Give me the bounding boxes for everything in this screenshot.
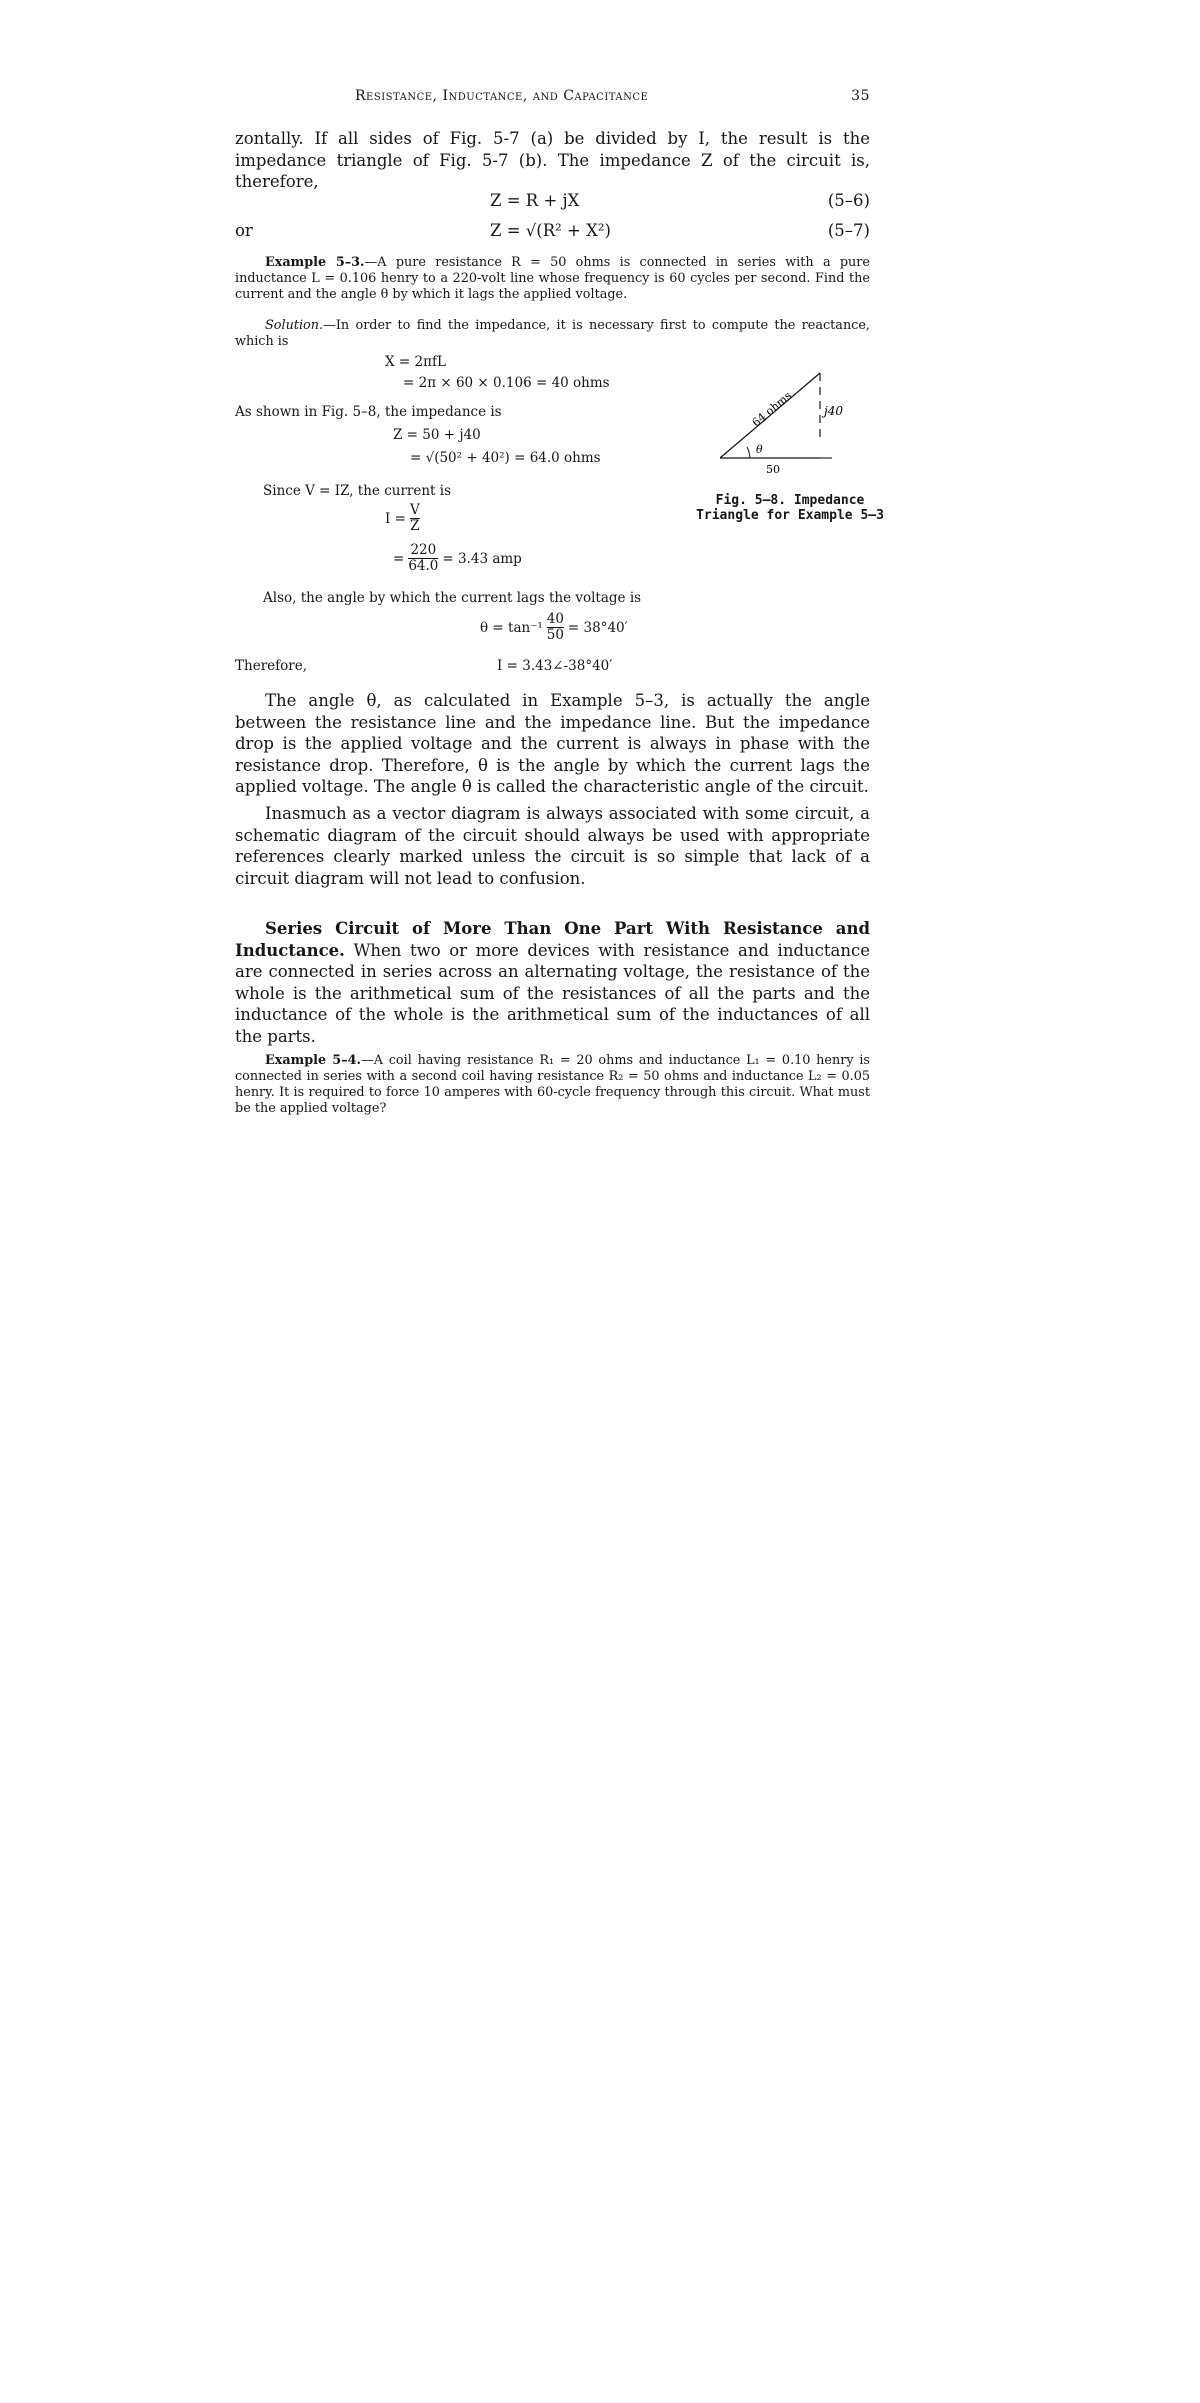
paragraph-characteristic-angle: The angle θ, as calculated in Example 5–3, is actually the angle between the resistance line and the impedance line. But the impedance drop is the applied voltage and the current is always in phase with the resistance drop. Therefore, θ is the angle by which the current lags the applied voltage. The angle θ is called the characteristic angle of the circuit. — [235, 691, 870, 796]
example-5-3-text: —A pure resistance R = 50 ohms is connected in series with a pure inductance L = 0.106 henry to a 220-volt line whose frequency is 60 cycles per second. Find the current and the angle θ by which it lags the applied voltage. — [235, 255, 870, 302]
section-series-circuit — [235, 918, 870, 1047]
theta-denominator: 50 — [546, 627, 564, 643]
reactance-line-2: = 2π × 60 × 0.106 = 40 ohms — [403, 375, 610, 391]
section-text: When two or more devices with resistance and inductance are connected in series across an alternating voltage, the resistance of the whole is the arithmetical sum of the resistances of all the parts and the inductance of the whole is the arithmetical sum of the inductances of all the parts. — [235, 940, 870, 1046]
current-formula — [385, 503, 420, 534]
equation-lead-or: or — [235, 221, 253, 240]
theta-numerator: 40 — [546, 611, 564, 627]
current-lhs: I = — [385, 510, 406, 527]
example-5-3 — [235, 255, 870, 303]
as-shown-text: As shown in Fig. 5–8, the impedance is — [235, 404, 502, 420]
theta-result: = 38°40′ — [567, 619, 628, 636]
current-denominator: Z — [410, 518, 420, 534]
equation-number-5-7: (5–7) — [827, 221, 870, 240]
current-equals: = — [393, 550, 405, 567]
impedance-triangle-svg — [720, 353, 880, 493]
current-value-denominator: 64.0 — [408, 558, 439, 574]
solution-label: Solution. — [265, 318, 324, 333]
therefore-text: Therefore, — [235, 658, 307, 674]
figure-caption: Fig. 5–8. Impedance Triangle for Example 5–3 — [696, 493, 884, 523]
running-head-title: Resistance, Inductance, and Capacitance — [355, 88, 649, 104]
solution-text: —In order to find the impedance, it is necessary first to compute the reactance, which is — [235, 318, 870, 349]
paragraph-impedance-intro: zontally. If all sides of Fig. 5-7 (a) be divided by I, the result is the impedance triangle of Fig. 5-7 (b). The impedance Z of the circuit is, therefore, — [235, 129, 870, 191]
impedance-line-2: = √(50² + 40²) = 64.0 ohms — [410, 450, 601, 466]
example-5-3-label: Example 5–3. — [265, 255, 365, 270]
equation-number-5-6: (5–6) — [827, 191, 870, 210]
hypotenuse-label: 64 ohms — [749, 388, 795, 430]
current-value-numerator: 220 — [408, 543, 438, 559]
since-text: Since V = IZ, the current is — [263, 483, 452, 499]
theta-lhs: θ = tan⁻¹ — [480, 619, 543, 636]
angle-arc — [747, 447, 750, 458]
current-value — [393, 543, 522, 574]
example-5-4-label: Example 5–4. — [265, 1053, 361, 1068]
equation-5-6: Z = R + jX — [490, 191, 580, 210]
current-final: I = 3.43∠-38°40′ — [497, 658, 613, 674]
running-head — [235, 88, 870, 112]
paragraph-vector-diagram: Inasmuch as a vector diagram is always associated with some circuit, a schematic diagram of the circuit should always be used with appropriate references clearly marked unless the circuit is so simple that lack of a circuit diagram will not lead to confusion. — [235, 804, 870, 888]
resistance-label: 50 — [766, 463, 780, 476]
current-value-fraction — [408, 543, 438, 574]
solution-intro — [235, 318, 870, 350]
also-text: Also, the angle by which the current lags the voltage is — [263, 590, 642, 606]
section-heading: Series Circuit of More Than One Part With Resistance and Inductance. — [235, 919, 870, 960]
reactance-line-1: X = 2πfL — [385, 354, 446, 370]
impedance-line-1: Z = 50 + j40 — [393, 427, 481, 443]
page-number: 35 — [851, 88, 870, 104]
angle-label: θ — [756, 443, 763, 456]
theta-fraction — [547, 612, 564, 643]
example-5-4 — [235, 1053, 870, 1117]
reactance-label: j40 — [824, 404, 843, 418]
current-fraction — [410, 503, 420, 534]
current-result: = 3.43 amp — [442, 550, 522, 567]
equation-5-7: Z = √(R² + X²) — [490, 221, 611, 240]
example-5-4-text: —A coil having resistance R₁ = 20 ohms and inductance L₁ = 0.10 henry is connected in series with a second coil having resistance R₂ = 50 ohms and inductance L₂ = 0.05 henry. It is required to force 10 amperes with 60-cycle frequency through this circuit. What must be the applied voltage? — [235, 1053, 870, 1116]
theta-formula — [480, 612, 628, 643]
current-numerator: V — [409, 502, 420, 518]
